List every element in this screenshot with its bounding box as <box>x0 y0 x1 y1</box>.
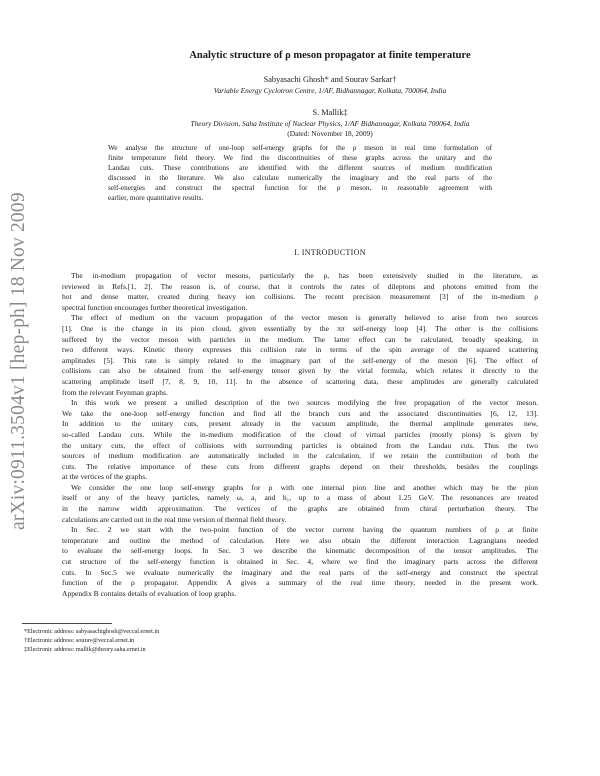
section-heading: I. INTRODUCTION <box>294 248 366 257</box>
body-line: cuts. In Sec.5 we evaluate numerically the imaginary and the real parts of the self-energy and construct the spectral <box>62 567 538 577</box>
footnotes <box>24 628 159 654</box>
abstract-line: self-energies and construct the spectral function for the ρ meson, in reasonable agreement with <box>108 184 492 193</box>
date-line: (Dated: November 18, 2009) <box>287 129 373 138</box>
body-line: in the narrow width approximation. The vertices of the graphs are obtained from chiral perturbation theory. The <box>62 504 538 514</box>
affiliation-second: Theory Division, Saha Institute of Nuclear Physics, 1/AF Bidhannagar, Kolkata 700064, India <box>190 119 470 128</box>
affiliation-first: Variable Energy Cyclotron Centre, 1/AF, Bidhannagar, Kolkata, 700064, India <box>213 86 447 95</box>
abstract-line: We analyse the structure of one-loop self-energy graphs for the ρ meson in real time formulation of <box>108 144 492 152</box>
footnote-rule <box>22 623 112 624</box>
body-text <box>62 271 538 599</box>
footnote-email-ghosh: *Electronic address: sabyasachighosh@veccal.ernet.in <box>24 628 160 635</box>
body-line: suffered by the vector meson with particles in the medium. The latter effect can be calculated, broadly speaking, in <box>62 334 538 344</box>
abstract-line: finite temperature field theory. We find the discontinuities of these graphs across the unitary and the <box>108 154 492 163</box>
paper-title: Analytic structure of ρ meson propagator at finite temperature <box>189 50 471 61</box>
body-line: Appendix B contains details of evaluation of loop graphs. <box>62 588 237 598</box>
body-line: spectral function encourages further theoretical investigation. <box>62 302 248 312</box>
abstract-line: discussed in the literature. We also calculate numerically the imaginary and the real parts of the <box>108 174 492 183</box>
arxiv-identifier: arXiv:0911.3504v1 [hep-ph] 18 Nov 2009 <box>8 192 29 530</box>
body-line: the unitary cuts, the effect of collisions with surrounding particles is obtained from the Landau cuts. Thus the two <box>62 440 538 450</box>
footnote-email-sarkar: †Electronic address: sourav@veccal.ernet.in <box>24 636 135 644</box>
body-line: In addition to the unitary cuts, present already in the vacuum amplitude, the thermal amplitude generates new, <box>62 419 538 429</box>
body-line: [1]. One is the change in its pion cloud, given essentially by the ππ self-energy loop [4]. The other is the collisions <box>62 323 538 333</box>
body-line: hot and dense matter, created during heavy ion collisions. The recent precision measurement [3] of the in-medium ρ <box>62 292 538 302</box>
body-line: function of the ρ propagator. Appendix A gives a summary of the real time theory, needed in the present work. <box>62 578 538 588</box>
authors-second: S. Mallik‡ <box>312 108 348 117</box>
abstract <box>108 143 492 204</box>
body-line: so-called Landau cuts. While the in-medium modification of the cloud of virtual particles (mostly pions) is given by <box>62 429 538 439</box>
body-line: cuts. The relative importance of these cuts from different graphs depend on their thresholds, besides the couplings <box>62 461 538 471</box>
body-line: from the relevant Feynman graphs. <box>62 387 168 397</box>
body-line: We consider the one loop self-energy graphs for ρ with one internal pion line and another which may be the pion <box>71 482 538 492</box>
body-line: The in-medium propagation of vector mesons, particularly the ρ, has been extensively studied in the literature, as <box>71 271 538 280</box>
body-line: We take the one-loop self-energy function and find all the branch cuts and the associated discontinuities [6, 12, 13]. <box>62 408 538 418</box>
authors-first: Sabyasachi Ghosh* and Sourav Sarkar† <box>263 75 397 84</box>
body-line: In this work we present a unified description of the two sources modifying the free propagation of the vector meson. <box>71 398 538 408</box>
body-line: calculations are carried out in the real time version of thermal field theory. <box>62 514 287 524</box>
body-line: at the vertices of the graphs. <box>62 472 148 482</box>
body-line: amplitudes [5]. This rate is simply related to the imaginary part of the self-energy of the meson [6]. The effect of <box>62 355 538 365</box>
body-line: The effect of medium on the vacuum propagation of the vector meson is generally believed to arise from two sources <box>71 313 538 323</box>
body-line: itself or any of the heavy particles, namely ω, a₁ and h₁, up to a mass of about 1.25 GeV. The resonances are treated <box>62 493 538 503</box>
body-line: reviewed in Refs.[1, 2]. The reason is, of course, that it controls the rates of dileptons and photons emitted from the <box>62 281 538 291</box>
body-line: temperature and outline the method of calculation. Here we also obtain the different interaction Lagrangians needed <box>62 535 538 545</box>
body-line: collisions can also be obtained from the self-energy tensor given by the virial formula, which relates it directly to the <box>62 366 538 376</box>
body-line: two different ways. Kinetic theory expresses this collision rate in terms of the spin average of the squared scattering <box>62 345 538 355</box>
abstract-line: earlier, more quantitative results. <box>108 194 204 203</box>
body-line: In Sec. 2 we start with the two-point function of the vector current having the quantum numbers of ρ at finite <box>71 525 538 535</box>
body-line: to evaluate the self-energy loops. In Sec. 3 we describe the kinematic decomposition of the tensor amplitudes. The <box>62 546 538 556</box>
footnote-email-mallik: ‡Electronic address: mallik@theory.saha.ernet.in <box>24 645 146 653</box>
abstract-line: Landau cuts. These contributions are identified with the different sources of medium modification <box>108 164 492 173</box>
body-line: sources of medium modification are automatically included in the calculation, if we retain the contribution of both the <box>62 451 538 461</box>
body-line: cut structure of the self-energy function is obtained in Sec. 4, where we find the imaginary parts across the different <box>62 557 538 567</box>
body-line: scattering amplitude itself [7, 8, 9, 10, 11]. In the absence of scattering data, these amplitudes are generally calculated <box>62 376 538 386</box>
